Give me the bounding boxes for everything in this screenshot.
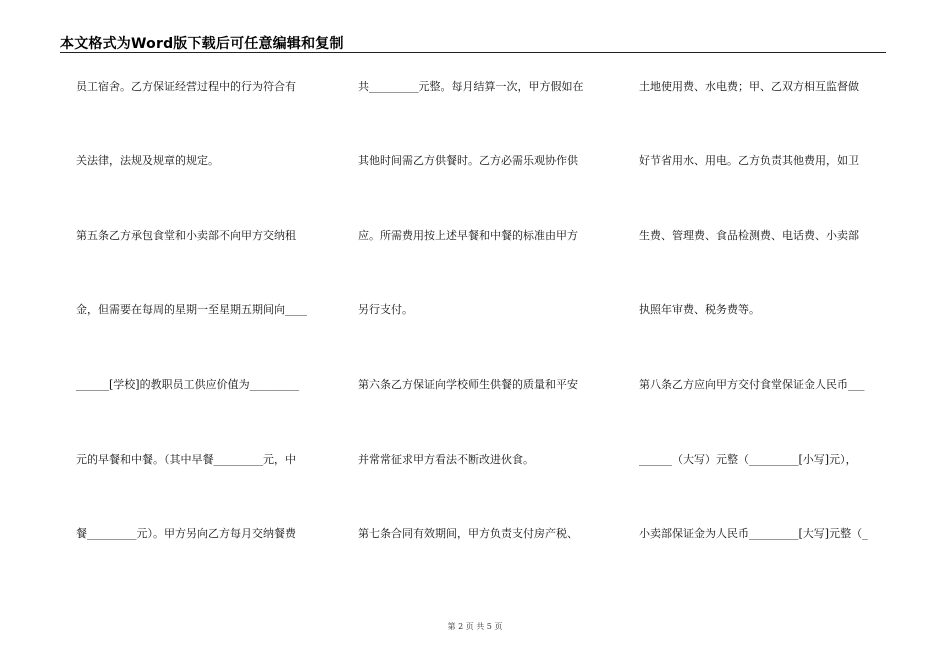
text-line: 另行支付。 [358,303,413,316]
text-line: 第五条乙方承包食堂和小卖部不向甲方交纳租 [76,229,296,242]
text-line: 并常常征求甲方看法不断改进伙食。 [358,453,534,466]
document-header-title: 本文格式为Word版下载后可任意编辑和复制 [60,36,344,52]
text-line: 应。所需费用按上述早餐和中餐的标准由甲方 [358,229,578,242]
text-line: 金，但需要在每周的星期一至星期五期间向____ [76,303,307,316]
text-line: 关法律，法规及规章的规定。 [76,154,219,167]
text-line: 土地使用费、水电费；甲、乙双方相互监督做 [639,80,859,93]
text-line: 第八条乙方应向甲方交付食堂保证金人民币___ [639,378,865,391]
text-line: 员工宿舍。乙方保证经营过程中的行为符合有 [76,80,296,93]
text-line: 餐_________元）。甲方另向乙方每月交纳餐费 [76,527,296,540]
text-line: 共_________元整。每月结算一次，甲方假如在 [358,80,584,93]
text-line: 好节省用水、用电。乙方负责其他费用，如卫 [639,154,859,167]
text-line: ______[学校]的教职员工供应价值为_________ [76,378,300,391]
text-line: 第七条合同有效期间，甲方负责支付房产税、 [358,527,578,540]
text-line: 执照年审费、税务费等。 [639,303,760,316]
text-line: 生费、管理费、食品检测费、电话费、小卖部 [639,229,859,242]
header-divider [60,52,886,53]
text-line: 元的早餐和中餐。（其中早餐_________元，中 [76,453,296,466]
text-line: 其他时间需乙方供餐时。乙方必需乐观协作供 [358,154,578,167]
page-number-footer: 第 2 页 共 5 页 [447,622,503,631]
text-line: 小卖部保证金为人民币_________[大写]元整（_ [639,527,868,540]
text-line: 第六条乙方保证向学校师生供餐的质量和平安 [358,378,578,391]
text-line: ______（大写）元整（_________[小写]元）， [639,453,857,466]
